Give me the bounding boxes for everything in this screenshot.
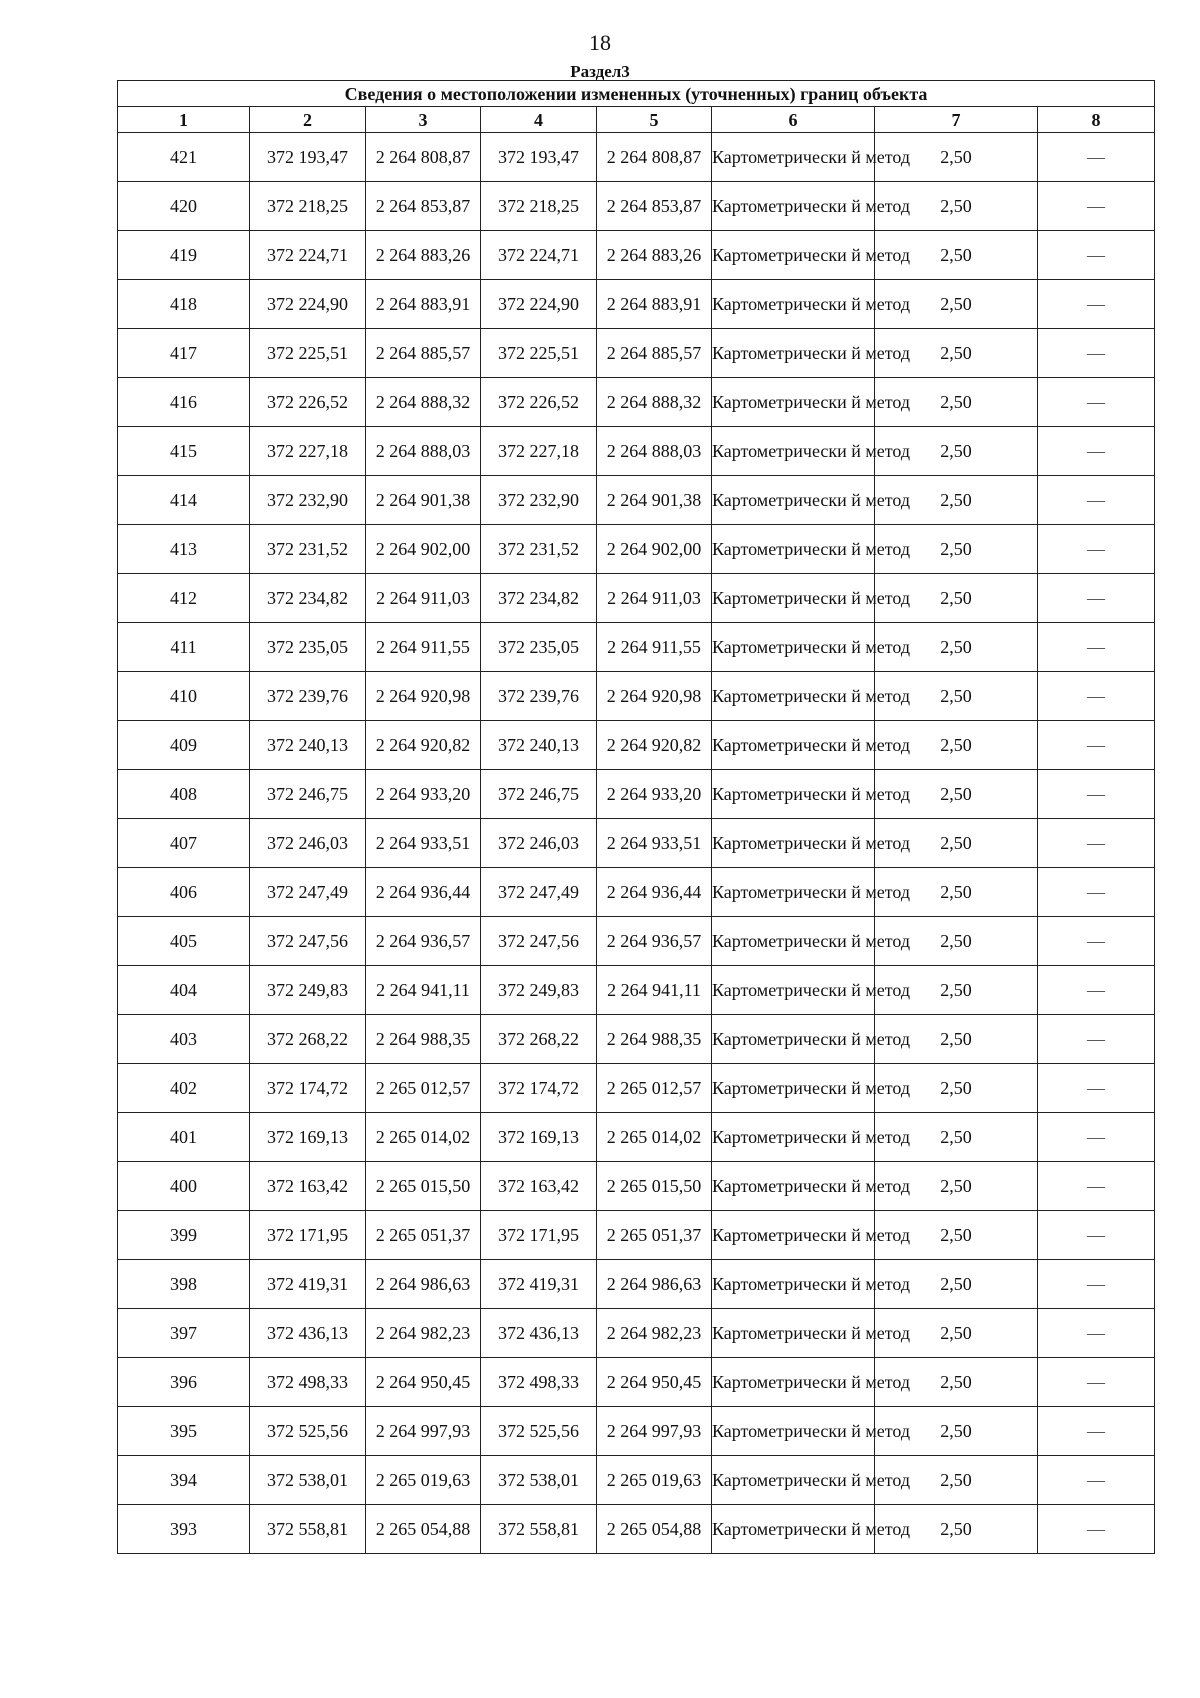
x-old-cell: 372 174,72: [250, 1064, 366, 1113]
accuracy-cell: 2,50: [875, 1162, 1038, 1211]
y-new-cell: 2 264 950,45: [597, 1358, 712, 1407]
table-row: [118, 476, 1155, 525]
note-cell: —: [1038, 182, 1155, 231]
y-old-cell: 2 264 988,35: [366, 1015, 481, 1064]
point-number-cell: 419: [118, 231, 250, 280]
method-cell: Картометрически й метод: [712, 574, 875, 623]
accuracy-cell: 2,50: [875, 231, 1038, 280]
method-cell: Картометрически й метод: [712, 868, 875, 917]
y-new-cell: 2 264 982,23: [597, 1309, 712, 1358]
y-new-cell: 2 264 911,55: [597, 623, 712, 672]
y-old-cell: 2 264 936,44: [366, 868, 481, 917]
y-new-cell: 2 265 019,63: [597, 1456, 712, 1505]
page-number: 18: [589, 30, 611, 55]
note-cell: —: [1038, 1211, 1155, 1260]
column-number: 6: [712, 107, 875, 133]
table-row: [118, 966, 1155, 1015]
y-old-cell: 2 265 012,57: [366, 1064, 481, 1113]
note-cell: —: [1038, 868, 1155, 917]
table-row: [118, 427, 1155, 476]
x-new-cell: 372 224,71: [481, 231, 597, 280]
y-old-cell: 2 265 015,50: [366, 1162, 481, 1211]
y-old-cell: 2 264 941,11: [366, 966, 481, 1015]
y-old-cell: 2 264 911,03: [366, 574, 481, 623]
accuracy-cell: 2,50: [875, 1456, 1038, 1505]
point-number-cell: 413: [118, 525, 250, 574]
x-new-cell: 372 436,13: [481, 1309, 597, 1358]
note-cell: —: [1038, 819, 1155, 868]
y-new-cell: 2 264 988,35: [597, 1015, 712, 1064]
accuracy-cell: 2,50: [875, 721, 1038, 770]
point-number-cell: 414: [118, 476, 250, 525]
x-new-cell: 372 558,81: [481, 1505, 597, 1554]
x-new-cell: 372 224,90: [481, 280, 597, 329]
method-cell: Картометрически й метод: [712, 1260, 875, 1309]
x-old-cell: 372 224,90: [250, 280, 366, 329]
y-new-cell: 2 264 941,11: [597, 966, 712, 1015]
method-cell: Картометрически й метод: [712, 966, 875, 1015]
y-old-cell: 2 264 808,87: [366, 133, 481, 182]
y-new-cell: 2 264 920,82: [597, 721, 712, 770]
x-old-cell: 372 171,95: [250, 1211, 366, 1260]
y-new-cell: 2 264 901,38: [597, 476, 712, 525]
accuracy-cell: 2,50: [875, 280, 1038, 329]
method-cell: Картометрически й метод: [712, 1505, 875, 1554]
table-row: [118, 525, 1155, 574]
boundary-coordinates-table: [117, 80, 1155, 1554]
column-number: 4: [481, 107, 597, 133]
y-new-cell: 2 264 933,20: [597, 770, 712, 819]
point-number-cell: 401: [118, 1113, 250, 1162]
column-number: 1: [118, 107, 250, 133]
method-cell: Картометрически й метод: [712, 1358, 875, 1407]
y-old-cell: 2 264 901,38: [366, 476, 481, 525]
point-number-cell: 394: [118, 1456, 250, 1505]
x-new-cell: 372 239,76: [481, 672, 597, 721]
note-cell: —: [1038, 623, 1155, 672]
y-old-cell: 2 264 933,51: [366, 819, 481, 868]
y-old-cell: 2 264 888,32: [366, 378, 481, 427]
accuracy-cell: 2,50: [875, 1407, 1038, 1456]
x-new-cell: 372 234,82: [481, 574, 597, 623]
note-cell: —: [1038, 1407, 1155, 1456]
x-new-cell: 372 246,03: [481, 819, 597, 868]
accuracy-cell: 2,50: [875, 1309, 1038, 1358]
y-new-cell: 2 264 936,57: [597, 917, 712, 966]
x-old-cell: 372 498,33: [250, 1358, 366, 1407]
table-row: [118, 329, 1155, 378]
y-new-cell: 2 264 933,51: [597, 819, 712, 868]
y-old-cell: 2 265 051,37: [366, 1211, 481, 1260]
method-cell: Картометрически й метод: [712, 231, 875, 280]
x-new-cell: 372 218,25: [481, 182, 597, 231]
x-new-cell: 372 163,42: [481, 1162, 597, 1211]
note-cell: —: [1038, 1456, 1155, 1505]
x-old-cell: 372 231,52: [250, 525, 366, 574]
table-row: [118, 868, 1155, 917]
method-cell: Картометрически й метод: [712, 427, 875, 476]
x-old-cell: 372 525,56: [250, 1407, 366, 1456]
method-cell: Картометрически й метод: [712, 1407, 875, 1456]
method-cell: Картометрически й метод: [712, 1113, 875, 1162]
accuracy-cell: 2,50: [875, 476, 1038, 525]
x-old-cell: 372 558,81: [250, 1505, 366, 1554]
column-number: 2: [250, 107, 366, 133]
point-number-cell: 410: [118, 672, 250, 721]
note-cell: —: [1038, 1260, 1155, 1309]
x-new-cell: 372 498,33: [481, 1358, 597, 1407]
accuracy-cell: 2,50: [875, 966, 1038, 1015]
x-old-cell: 372 247,49: [250, 868, 366, 917]
x-new-cell: 372 525,56: [481, 1407, 597, 1456]
table-row: [118, 917, 1155, 966]
x-old-cell: 372 436,13: [250, 1309, 366, 1358]
accuracy-cell: 2,50: [875, 1015, 1038, 1064]
y-new-cell: 2 264 986,63: [597, 1260, 712, 1309]
accuracy-cell: 2,50: [875, 574, 1038, 623]
table-row: [118, 1407, 1155, 1456]
y-new-cell: 2 265 051,37: [597, 1211, 712, 1260]
x-old-cell: 372 225,51: [250, 329, 366, 378]
table-row: [118, 770, 1155, 819]
method-cell: Картометрически й метод: [712, 721, 875, 770]
x-new-cell: 372 538,01: [481, 1456, 597, 1505]
x-new-cell: 372 226,52: [481, 378, 597, 427]
accuracy-cell: 2,50: [875, 868, 1038, 917]
table-body: [118, 133, 1155, 1554]
point-number-cell: 404: [118, 966, 250, 1015]
y-new-cell: 2 264 888,32: [597, 378, 712, 427]
y-old-cell: 2 265 019,63: [366, 1456, 481, 1505]
y-old-cell: 2 264 920,98: [366, 672, 481, 721]
point-number-cell: 396: [118, 1358, 250, 1407]
table-row: [118, 280, 1155, 329]
column-number-row: [118, 107, 1155, 133]
table-row: [118, 1015, 1155, 1064]
note-cell: —: [1038, 329, 1155, 378]
y-old-cell: 2 264 936,57: [366, 917, 481, 966]
table-row: [118, 1456, 1155, 1505]
accuracy-cell: 2,50: [875, 1113, 1038, 1162]
note-cell: —: [1038, 1064, 1155, 1113]
x-new-cell: 372 247,56: [481, 917, 597, 966]
table-row: [118, 721, 1155, 770]
point-number-cell: 393: [118, 1505, 250, 1554]
accuracy-cell: 2,50: [875, 1505, 1038, 1554]
point-number-cell: 420: [118, 182, 250, 231]
note-cell: —: [1038, 672, 1155, 721]
x-old-cell: 372 246,03: [250, 819, 366, 868]
x-old-cell: 372 232,90: [250, 476, 366, 525]
method-cell: Картометрически й метод: [712, 280, 875, 329]
method-cell: Картометрически й метод: [712, 1015, 875, 1064]
point-number-cell: 417: [118, 329, 250, 378]
accuracy-cell: 2,50: [875, 182, 1038, 231]
note-cell: —: [1038, 476, 1155, 525]
y-new-cell: 2 265 015,50: [597, 1162, 712, 1211]
note-cell: —: [1038, 1309, 1155, 1358]
note-cell: —: [1038, 378, 1155, 427]
point-number-cell: 421: [118, 133, 250, 182]
y-new-cell: 2 264 888,03: [597, 427, 712, 476]
y-new-cell: 2 264 883,91: [597, 280, 712, 329]
x-old-cell: 372 193,47: [250, 133, 366, 182]
note-cell: —: [1038, 1505, 1155, 1554]
y-new-cell: 2 264 853,87: [597, 182, 712, 231]
x-new-cell: 372 193,47: [481, 133, 597, 182]
note-cell: —: [1038, 770, 1155, 819]
x-new-cell: 372 249,83: [481, 966, 597, 1015]
note-cell: —: [1038, 721, 1155, 770]
x-old-cell: 372 226,52: [250, 378, 366, 427]
column-number: 8: [1038, 107, 1155, 133]
x-new-cell: 372 268,22: [481, 1015, 597, 1064]
table-row: [118, 1113, 1155, 1162]
accuracy-cell: 2,50: [875, 378, 1038, 427]
y-new-cell: 2 265 014,02: [597, 1113, 712, 1162]
method-cell: Картометрически й метод: [712, 672, 875, 721]
note-cell: —: [1038, 917, 1155, 966]
x-new-cell: 372 225,51: [481, 329, 597, 378]
note-cell: —: [1038, 1162, 1155, 1211]
y-new-cell: 2 264 883,26: [597, 231, 712, 280]
point-number-cell: 409: [118, 721, 250, 770]
y-new-cell: 2 264 997,93: [597, 1407, 712, 1456]
accuracy-cell: 2,50: [875, 329, 1038, 378]
y-new-cell: 2 264 902,00: [597, 525, 712, 574]
accuracy-cell: 2,50: [875, 917, 1038, 966]
table-row: [118, 182, 1155, 231]
y-old-cell: 2 264 883,26: [366, 231, 481, 280]
accuracy-cell: 2,50: [875, 427, 1038, 476]
point-number-cell: 407: [118, 819, 250, 868]
y-old-cell: 2 264 986,63: [366, 1260, 481, 1309]
note-cell: —: [1038, 280, 1155, 329]
accuracy-cell: 2,50: [875, 623, 1038, 672]
note-cell: —: [1038, 1113, 1155, 1162]
x-old-cell: 372 246,75: [250, 770, 366, 819]
y-old-cell: 2 264 902,00: [366, 525, 481, 574]
point-number-cell: 395: [118, 1407, 250, 1456]
accuracy-cell: 2,50: [875, 770, 1038, 819]
accuracy-cell: 2,50: [875, 819, 1038, 868]
method-cell: Картометрически й метод: [712, 1162, 875, 1211]
x-old-cell: 372 224,71: [250, 231, 366, 280]
x-old-cell: 372 235,05: [250, 623, 366, 672]
y-new-cell: 2 264 885,57: [597, 329, 712, 378]
x-new-cell: 372 174,72: [481, 1064, 597, 1113]
y-old-cell: 2 264 853,87: [366, 182, 481, 231]
method-cell: Картометрически й метод: [712, 1211, 875, 1260]
x-new-cell: 372 227,18: [481, 427, 597, 476]
table-row: [118, 623, 1155, 672]
x-new-cell: 372 232,90: [481, 476, 597, 525]
table-row: [118, 574, 1155, 623]
point-number-cell: 408: [118, 770, 250, 819]
table-row: [118, 1211, 1155, 1260]
y-new-cell: 2 264 920,98: [597, 672, 712, 721]
x-new-cell: 372 235,05: [481, 623, 597, 672]
method-cell: Картометрически й метод: [712, 329, 875, 378]
point-number-cell: 415: [118, 427, 250, 476]
method-cell: Картометрически й метод: [712, 182, 875, 231]
point-number-cell: 398: [118, 1260, 250, 1309]
note-cell: —: [1038, 427, 1155, 476]
x-old-cell: 372 247,56: [250, 917, 366, 966]
method-cell: Картометрически й метод: [712, 819, 875, 868]
accuracy-cell: 2,50: [875, 133, 1038, 182]
method-cell: Картометрически й метод: [712, 525, 875, 574]
y-old-cell: 2 264 982,23: [366, 1309, 481, 1358]
note-cell: —: [1038, 1358, 1155, 1407]
x-new-cell: 372 419,31: [481, 1260, 597, 1309]
x-old-cell: 372 538,01: [250, 1456, 366, 1505]
table-row: [118, 378, 1155, 427]
x-old-cell: 372 227,18: [250, 427, 366, 476]
x-new-cell: 372 169,13: [481, 1113, 597, 1162]
column-number: 3: [366, 107, 481, 133]
table-row: [118, 1162, 1155, 1211]
y-old-cell: 2 264 933,20: [366, 770, 481, 819]
table-row: [118, 1505, 1155, 1554]
accuracy-cell: 2,50: [875, 1260, 1038, 1309]
point-number-cell: 406: [118, 868, 250, 917]
method-cell: Картометрически й метод: [712, 133, 875, 182]
method-cell: Картометрически й метод: [712, 770, 875, 819]
x-old-cell: 372 240,13: [250, 721, 366, 770]
y-new-cell: 2 265 054,88: [597, 1505, 712, 1554]
point-number-cell: 403: [118, 1015, 250, 1064]
point-number-cell: 402: [118, 1064, 250, 1113]
column-number: 5: [597, 107, 712, 133]
method-cell: Картометрически й метод: [712, 917, 875, 966]
x-old-cell: 372 163,42: [250, 1162, 366, 1211]
point-number-cell: 399: [118, 1211, 250, 1260]
x-old-cell: 372 234,82: [250, 574, 366, 623]
x-new-cell: 372 247,49: [481, 868, 597, 917]
point-number-cell: 400: [118, 1162, 250, 1211]
table-row: [118, 1260, 1155, 1309]
x-new-cell: 372 240,13: [481, 721, 597, 770]
table-row: [118, 133, 1155, 182]
y-old-cell: 2 264 997,93: [366, 1407, 481, 1456]
table-row: [118, 1358, 1155, 1407]
note-cell: —: [1038, 231, 1155, 280]
note-cell: —: [1038, 574, 1155, 623]
point-number-cell: 418: [118, 280, 250, 329]
method-cell: Картометрически й метод: [712, 1309, 875, 1358]
method-cell: Картометрически й метод: [712, 476, 875, 525]
column-number: 7: [875, 107, 1038, 133]
note-cell: —: [1038, 525, 1155, 574]
table-row: [118, 1309, 1155, 1358]
accuracy-cell: 2,50: [875, 1211, 1038, 1260]
y-new-cell: 2 264 808,87: [597, 133, 712, 182]
x-new-cell: 372 231,52: [481, 525, 597, 574]
x-new-cell: 372 246,75: [481, 770, 597, 819]
note-cell: —: [1038, 1015, 1155, 1064]
x-old-cell: 372 169,13: [250, 1113, 366, 1162]
accuracy-cell: 2,50: [875, 672, 1038, 721]
note-cell: —: [1038, 966, 1155, 1015]
method-cell: Картометрически й метод: [712, 378, 875, 427]
note-cell: —: [1038, 133, 1155, 182]
table-row: [118, 1064, 1155, 1113]
y-new-cell: 2 264 911,03: [597, 574, 712, 623]
method-cell: Картометрически й метод: [712, 623, 875, 672]
table-title: Сведения о местоположении измененных (уточненных) границ объекта: [118, 81, 1155, 107]
method-cell: Картометрически й метод: [712, 1064, 875, 1113]
point-number-cell: 397: [118, 1309, 250, 1358]
x-new-cell: 372 171,95: [481, 1211, 597, 1260]
y-old-cell: 2 264 888,03: [366, 427, 481, 476]
y-new-cell: 2 265 012,57: [597, 1064, 712, 1113]
accuracy-cell: 2,50: [875, 1358, 1038, 1407]
point-number-cell: 416: [118, 378, 250, 427]
table-row: [118, 672, 1155, 721]
x-old-cell: 372 239,76: [250, 672, 366, 721]
x-old-cell: 372 218,25: [250, 182, 366, 231]
accuracy-cell: 2,50: [875, 525, 1038, 574]
y-old-cell: 2 264 883,91: [366, 280, 481, 329]
method-cell: Картометрически й метод: [712, 1456, 875, 1505]
y-old-cell: 2 264 950,45: [366, 1358, 481, 1407]
y-old-cell: 2 264 885,57: [366, 329, 481, 378]
x-old-cell: 372 419,31: [250, 1260, 366, 1309]
accuracy-cell: 2,50: [875, 1064, 1038, 1113]
section-label: Раздел3: [570, 62, 630, 81]
point-number-cell: 412: [118, 574, 250, 623]
y-new-cell: 2 264 936,44: [597, 868, 712, 917]
table-row: [118, 819, 1155, 868]
y-old-cell: 2 264 920,82: [366, 721, 481, 770]
x-old-cell: 372 249,83: [250, 966, 366, 1015]
point-number-cell: 405: [118, 917, 250, 966]
y-old-cell: 2 265 054,88: [366, 1505, 481, 1554]
point-number-cell: 411: [118, 623, 250, 672]
y-old-cell: 2 264 911,55: [366, 623, 481, 672]
table-row: [118, 231, 1155, 280]
x-old-cell: 372 268,22: [250, 1015, 366, 1064]
y-old-cell: 2 265 014,02: [366, 1113, 481, 1162]
